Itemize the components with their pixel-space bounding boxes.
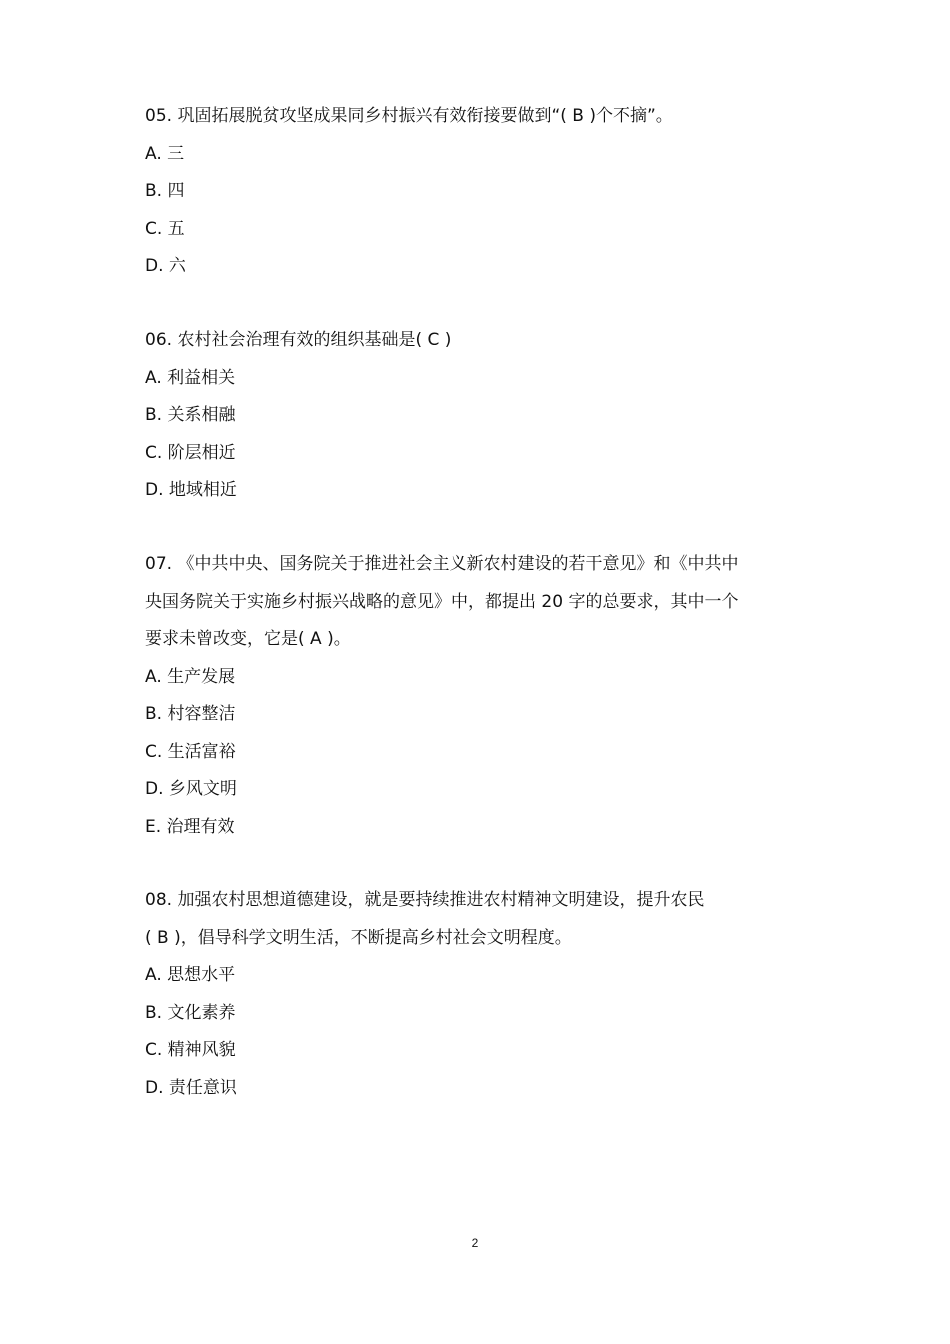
question-08 xyxy=(145,882,825,1107)
option-a: A. 思想水平 xyxy=(145,965,236,985)
question-stem: 05. 巩固拓展脱贫攻坚成果同乡村振兴有效衔接要做到“( B )个不摘”。 xyxy=(145,106,673,126)
question-stem-line-3: 要求未曾改变，它是( A )。 xyxy=(145,629,351,649)
option-a: A. 三 xyxy=(145,143,185,164)
option-c: C. 生活富裕 xyxy=(145,741,236,762)
question-stem-line-1: 07. 《中共中央、国务院关于推进社会主义新农村建设的若干意见》和《中共中 xyxy=(145,554,739,574)
option-b: B. 关系相融 xyxy=(145,405,236,425)
option-b: B. 四 xyxy=(145,181,185,201)
option-a: A. 利益相关 xyxy=(145,367,236,388)
question-06 xyxy=(145,322,825,510)
option-e: E. 治理有效 xyxy=(145,816,235,837)
page-number: 2 xyxy=(471,1236,479,1250)
option-a: A. 生产发展 xyxy=(145,666,236,687)
question-07 xyxy=(145,546,825,846)
option-d: D. 责任意识 xyxy=(145,1077,237,1098)
option-d: D. 乡风文明 xyxy=(145,779,237,799)
question-05 xyxy=(145,98,825,286)
option-b: B. 文化素养 xyxy=(145,1002,236,1023)
option-d: D. 地域相近 xyxy=(145,480,237,500)
question-stem-line-2: ( B )，倡导科学文明生活，不断提高乡村社会文明程度。 xyxy=(145,927,572,948)
option-c: C. 精神风貌 xyxy=(145,1040,236,1060)
question-stem-line-2: 央国务院关于实施乡村振兴战略的意见》中，都提出 20 字的总要求，其中一个 xyxy=(145,591,739,612)
option-c: C. 五 xyxy=(145,218,185,239)
question-stem-line-1: 08. 加强农村思想道德建设，就是要持续推进农村精神文明建设，提升农民 xyxy=(145,890,705,910)
option-c: C. 阶层相近 xyxy=(145,442,236,463)
option-d: D. 六 xyxy=(145,256,186,276)
question-stem: 06. 农村社会治理有效的组织基础是( C ) xyxy=(145,330,452,350)
option-b: B. 村容整洁 xyxy=(145,704,236,724)
